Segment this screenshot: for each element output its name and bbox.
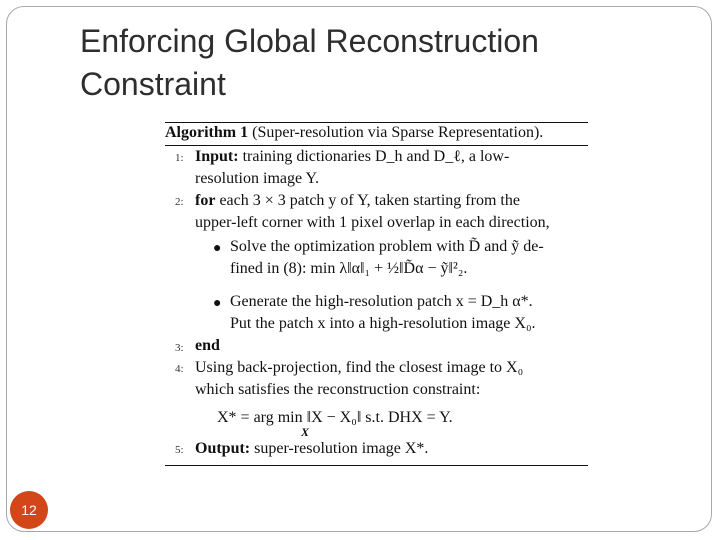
algorithm-line-4: Using back-projection, find the closest image to X₀ — [195, 359, 524, 376]
algorithm-header — [165, 124, 543, 142]
algorithm-header-caption: (Super-resolution via Sparse Representation). — [252, 124, 544, 141]
bullet-icon: ● — [213, 241, 222, 256]
algorithm-top-rule — [165, 122, 588, 123]
end-keyword: end — [195, 337, 220, 354]
reconstruction-equation: X* = arg min ‖X − X₀‖ s.t. DHX = Y. — [217, 409, 453, 426]
line-number: 3: — [175, 342, 184, 354]
algorithm-header-rule — [165, 145, 588, 146]
line-number: 1: — [175, 152, 184, 164]
line-number: 5: — [175, 444, 184, 456]
line-text: training dictionaries D_h and D_ℓ, a low- — [242, 148, 510, 165]
algorithm-line-2 — [195, 192, 520, 210]
algorithm-line-1 — [195, 148, 509, 166]
algorithm-line-4b: which satisfies the reconstruction constraint: — [195, 381, 481, 398]
algorithm-bullet-1: Solve the optimization problem with D̃ and ỹ de- — [230, 238, 544, 255]
algorithm-header-label: Algorithm 1 — [165, 124, 249, 141]
algorithm-box — [165, 122, 588, 466]
algorithm-line-5 — [195, 440, 428, 458]
algorithm-bullet-2b: Put the patch x into a high-resolution image X₀. — [230, 315, 536, 332]
line-text: each 3 × 3 patch y of Y, taken starting from the — [219, 192, 520, 209]
output-keyword: Output: — [195, 440, 251, 457]
algorithm-bottom-rule — [165, 465, 588, 466]
input-keyword: Input: — [195, 148, 239, 165]
algorithm-bullet-2: Generate the high-resolution patch x = D_h α*. — [230, 293, 533, 310]
line-number: 2: — [175, 196, 184, 208]
line-text: super-resolution image X*. — [254, 440, 429, 457]
bullet-icon: ● — [213, 296, 222, 311]
title-line-1: Enforcing Global Reconstruction — [80, 23, 539, 59]
algorithm-line-1b: resolution image Y. — [195, 170, 319, 187]
line-number: 4: — [175, 363, 184, 375]
page-number-badge: 12 — [10, 491, 48, 529]
algorithm-line-2b: upper-left corner with 1 pixel overlap in each direction, — [195, 214, 550, 231]
title-line-2: Constraint — [80, 66, 226, 102]
argmin-subscript: X — [301, 425, 310, 439]
slide-title — [80, 20, 680, 106]
for-keyword: for — [195, 192, 216, 209]
algorithm-bullet-1b: fined in (8): min λ‖α‖₁ + ½‖D̃α − ỹ‖²₂. — [230, 260, 468, 277]
